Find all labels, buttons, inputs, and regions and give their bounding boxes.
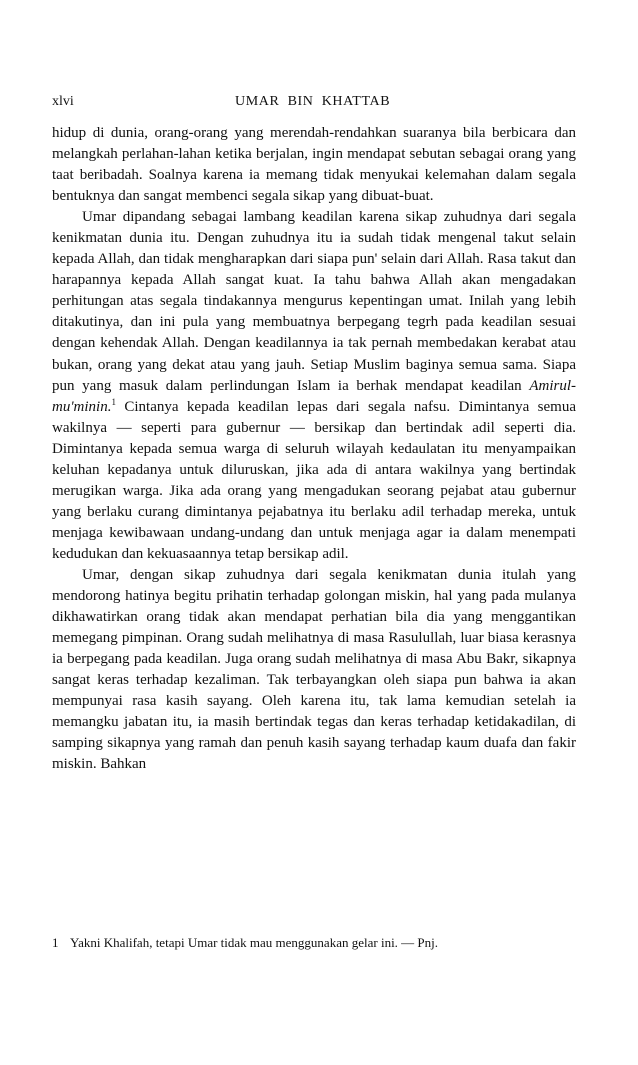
- page-number: xlvi: [52, 94, 74, 109]
- page-header: [52, 94, 576, 116]
- italic-term: Amirul-mu'minin.: [52, 377, 576, 415]
- footnote-number: 1: [52, 935, 59, 950]
- paragraph-2-part-a: Umar dipandang sebagai lambang keadilan karena sikap zuhudnya dari segala kenikmatan dunia itu. Dengan zuhudnya itu ia sudah tidak mengenal takut selain kepada Allah, dan tidak mengharapkan dari siapa pun' selain dari Allah. Rasa takut dan harapannya kepada Allah sangat kuat. Ia tahu bahwa Allah akan mengadakan perhitungan atas segala tindakannya mengurus kepentingan umat. Inilah yang lebih ditakutinya, dan ini pula yang membuatnya berpegang tegrh pada keadilan sesuai dengan kehendak Allah. Dengan keadilannya ia tak pernah membedakan kerabat atau bukan, orang yang dekat atau yang jauh. Setiap Muslim baginya semua sama. Siapa pun yang masuk dalam perlindungan Islam ia berhak mendapat keadilan: [52, 209, 576, 394]
- footnote-text: Yakni Khalifah, tetapi Umar tidak mau menggunakan gelar ini. — Pnj.: [70, 935, 439, 950]
- paragraph-2: [52, 207, 576, 565]
- body-text: [52, 123, 576, 775]
- footnote: [52, 935, 576, 951]
- paragraph-3: Umar, dengan sikap zuhudnya dari segala kenikmatan dunia itulah yang mendorong hatinya begitu prihatin terhadap golongan miskin, hal yang pada mulanya dikhawatirkan orang tidak akan mendapat perhatian bila dia yang menggantikan memegang pimpinan. Orang sudah melihatnya di masa Rasulullah, luar biasa kerasnya ia berpegang pada keadilan. Juga orang sudah melihatnya di masa Abu Bakr, sikapnya sangat keras terhadap kezaliman. Tak terbayangkan oleh siapa pun bahwa ia akan mempunyai rasa kasih sayang. Oleh karena itu, tak lama kemudian setelah ia memangku jabatan itu, ia masih bertindak tegas dan keras terhadap ketidakadilan, di samping sikapnya yang ramah dan penuh kasih sayang terhadap kaum duafa dan fakir miskin. Bahkan: [52, 566, 576, 773]
- footnote-reference: 1: [111, 396, 116, 407]
- running-title: UMAR BIN KHATTAB: [235, 94, 391, 109]
- paragraph-1: hidup di dunia, orang-orang yang merendah-rendahkan suaranya bila berbicara dan melangkah perlahan-lahan ketika berjalan, ingin mendapat sebutan sebagai orang yang taat beribadah. Soalnya karena ia memang tidak menyukai kelemahan dalam segala bentuknya dan sangat membenci segala sikap yang dibuat-buat.: [52, 125, 576, 205]
- paragraph-2-part-b: Cintanya kepada keadilan lepas dari segala nafsu. Dimintanya semua wakilnya — seperti para gubernur — bersikap dan bertindak adil seperti dia. Dimintanya kepada semua warga di seluruh wilayah kedaulatan itu menyampaikan keluhan kepadanya untuk diluruskan, jika ada di antara wakilnya yang bertindak merugikan warga. Jika ada orang yang mengadukan seorang pejabat atau gubernur yang berlaku curang dimintanya pejabatnya itu berlaku adil terhadap mereka, untuk menjaga kewibawaan undang-undang dan untuk menjaga agar ia dalam menempati kedudukan dan kekuasaannya tetap bersikap adil.: [52, 398, 577, 562]
